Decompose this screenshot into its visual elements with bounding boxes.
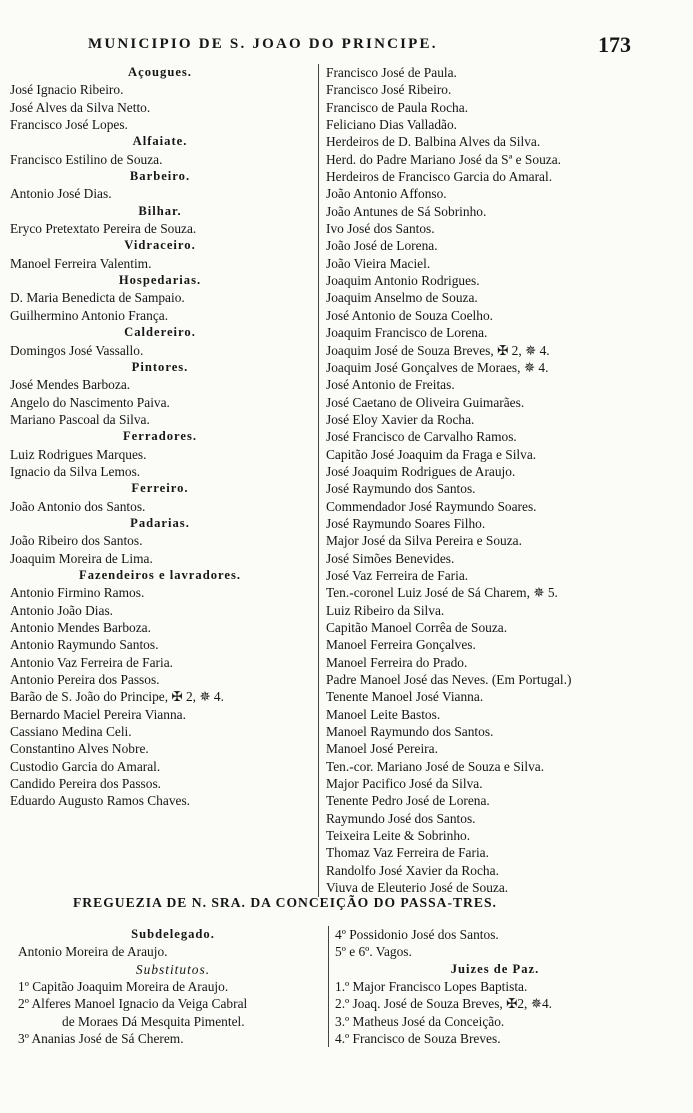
list-item: José Francisco de Carvalho Ramos. bbox=[326, 429, 517, 445]
list-item: Francisco José Lopes. bbox=[10, 117, 128, 133]
list-item: de Moraes Dá Mesquita Pimentel. bbox=[62, 1013, 245, 1029]
list-item: João Antunes de Sá Sobrinho. bbox=[326, 203, 487, 219]
list-item: Francisco Estilino de Souza. bbox=[10, 151, 163, 167]
section-heading: Hospedarias. bbox=[118, 273, 202, 288]
list-item: Capitão José Joaquim da Fraga e Silva. bbox=[326, 446, 537, 462]
list-item: Manoel Ferreira Gonçalves. bbox=[326, 637, 476, 653]
list-item: Ten.-cor. Mariano José de Souza e Silva. bbox=[326, 758, 545, 774]
page-number: 173 bbox=[598, 32, 631, 57]
section-heading: Barbeiro. bbox=[129, 169, 191, 184]
list-item: Guilhermino Antonio França. bbox=[10, 307, 169, 323]
list-item: Custodio Garcia do Amaral. bbox=[10, 758, 161, 774]
list-item: Major José da Silva Pereira e Souza. bbox=[326, 533, 522, 549]
list-item: Capitão Manoel Corrêa de Souza. bbox=[326, 620, 508, 635]
list-item: Bernardo Maciel Pereira Vianna. bbox=[10, 706, 186, 722]
page-title: MUNICIPIO DE S. JOAO DO PRINCIPE. bbox=[88, 36, 438, 52]
list-item: Ivo José dos Santos. bbox=[326, 221, 435, 237]
list-item: Teixeira Leite & Sobrinho. bbox=[326, 828, 471, 844]
section-heading: Ferradores. bbox=[122, 429, 198, 444]
section-heading: Juizes de Paz. bbox=[450, 961, 540, 976]
list-item: João Vieira Maciel. bbox=[326, 255, 431, 271]
parish-right-column bbox=[328, 926, 655, 1047]
list-item: José Antonio de Souza Coelho. bbox=[326, 307, 493, 323]
list-item: Joaquim José Gonçalves de Moraes, ✵ 4. bbox=[326, 359, 549, 375]
list-item: 3.º Matheus José da Conceição. bbox=[335, 1013, 505, 1029]
list-item: José Eloy Xavier da Rocha. bbox=[326, 411, 475, 427]
list-item: José Antonio de Freitas. bbox=[326, 377, 455, 393]
list-item: Antonio Raymundo Santos. bbox=[10, 637, 159, 653]
list-item: Manoel Ferreira do Prado. bbox=[326, 654, 468, 670]
section-heading: Açougues. bbox=[128, 65, 192, 79]
list-item: José Joaquim Rodrigues de Araujo. bbox=[326, 463, 516, 479]
section-heading: Alfaiate. bbox=[132, 134, 188, 149]
list-item: Francisco José Ribeiro. bbox=[326, 82, 452, 98]
list-item: 2.º Joaq. José de Souza Breves, ✠2, ✵4. bbox=[335, 996, 553, 1012]
list-item: Luiz Ribeiro da Silva. bbox=[326, 602, 445, 618]
list-item: Luiz Rodrigues Marques. bbox=[10, 446, 147, 462]
list-item: Eduardo Augusto Ramos Chaves. bbox=[10, 793, 191, 809]
list-item: Domingos José Vassallo. bbox=[10, 342, 144, 358]
list-item: Antonio Firmino Ramos. bbox=[10, 585, 145, 601]
list-item: José Alves da Silva Netto. bbox=[10, 99, 151, 115]
subsection-heading: Substitutos. bbox=[135, 961, 211, 977]
list-item: Manoel Leite Bastos. bbox=[326, 706, 441, 722]
list-item: José Mendes Barboza. bbox=[10, 377, 131, 393]
list-item: Antonio Mendes Barboza. bbox=[10, 620, 151, 635]
list-item: Feliciano Dias Valladão. bbox=[326, 117, 458, 133]
list-item: José Raymundo Soares Filho. bbox=[326, 515, 486, 531]
list-item: 2º Alferes Manoel Ignacio da Veiga Cabral bbox=[18, 996, 248, 1012]
section-heading: Caldereiro. bbox=[124, 325, 196, 340]
list-item: Padre Manoel José das Neves. (Em Portugal.) bbox=[326, 672, 572, 688]
parish-left-column bbox=[18, 926, 328, 1047]
list-item: D. Maria Benedicta de Sampaio. bbox=[10, 290, 185, 306]
list-item: Herdeiros de Francisco Garcia do Amaral. bbox=[326, 169, 553, 185]
list-item: Thomaz Vaz Ferreira de Faria. bbox=[326, 845, 489, 861]
section-heading: Pintores. bbox=[131, 359, 189, 374]
list-item: Randolfo José Xavier da Rocha. bbox=[326, 862, 499, 878]
list-item: Eryco Pretextato Pereira de Souza. bbox=[10, 221, 197, 237]
list-item: José Simões Benevides. bbox=[326, 550, 455, 566]
list-item: Ten.-coronel Luiz José de Sá Charem, ✵ 5. bbox=[326, 585, 558, 601]
list-item: José Vaz Ferreira de Faria. bbox=[326, 567, 469, 583]
list-item: Angelo do Nascimento Paiva. bbox=[10, 394, 170, 410]
list-item: José Raymundo dos Santos. bbox=[326, 481, 476, 497]
list-item: Antonio Moreira de Araujo. bbox=[18, 944, 168, 960]
list-item: Manoel José Pereira. bbox=[326, 741, 438, 757]
section-heading: Padarias. bbox=[130, 515, 190, 530]
list-item: Antonio José Dias. bbox=[10, 186, 112, 202]
list-item: Commendador José Raymundo Soares. bbox=[326, 498, 537, 514]
list-item: Joaquim Anselmo de Souza. bbox=[326, 290, 478, 306]
list-item: Constantino Alves Nobre. bbox=[10, 741, 149, 757]
list-item: João Ribeiro dos Santos. bbox=[10, 533, 143, 549]
section-heading: Vidraceiro. bbox=[124, 238, 196, 253]
list-item: 5º e 6º. Vagos. bbox=[335, 944, 412, 960]
page-header bbox=[0, 34, 693, 60]
list-item: Antonio João Dias. bbox=[10, 602, 114, 618]
list-item: Mariano Pascoal da Silva. bbox=[10, 411, 150, 427]
list-item: Joaquim José de Souza Breves, ✠ 2, ✵ 4. bbox=[326, 342, 550, 358]
list-item: Raymundo José dos Santos. bbox=[326, 810, 476, 826]
list-item: Francisco de Paula Rocha. bbox=[326, 99, 469, 115]
list-item: Joaquim Moreira de Lima. bbox=[10, 550, 153, 566]
list-item: Viuva de Eleuterio José de Souza. bbox=[326, 880, 509, 896]
list-item: Antonio Pereira dos Passos. bbox=[10, 672, 160, 688]
section-heading: Bilhar. bbox=[138, 203, 182, 218]
list-item: Manoel Raymundo dos Santos. bbox=[326, 724, 494, 740]
list-item: João José de Lorena. bbox=[326, 238, 438, 254]
list-item: 1º Capitão Joaquim Moreira de Araujo. bbox=[18, 979, 229, 995]
left-column bbox=[10, 64, 310, 810]
list-item: Cassiano Medina Celi. bbox=[10, 724, 132, 740]
section-heading: Ferreiro. bbox=[131, 481, 189, 496]
section-heading: Subdelegado. bbox=[131, 927, 215, 941]
list-item: Joaquim Antonio Rodrigues. bbox=[326, 273, 480, 289]
list-item: Antonio Vaz Ferreira de Faria. bbox=[10, 654, 173, 670]
list-item: Tenente Manoel José Vianna. bbox=[326, 689, 484, 705]
parish-title: FREGUEZIA DE N. SRA. DA CONCEIÇÃO DO PASSA-TRES. bbox=[73, 895, 497, 910]
list-item: Herdeiros de D. Balbina Alves da Silva. bbox=[326, 134, 541, 150]
list-item: Candido Pereira dos Passos. bbox=[10, 776, 162, 792]
list-item: 1.º Major Francisco Lopes Baptista. bbox=[335, 979, 528, 995]
right-column bbox=[318, 64, 648, 897]
list-item: José Caetano de Oliveira Guimarães. bbox=[326, 394, 525, 410]
list-item: Manoel Ferreira Valentim. bbox=[10, 255, 152, 271]
list-item: 4º Possidonio José dos Santos. bbox=[335, 927, 499, 942]
list-item: Major Pacifico José da Silva. bbox=[326, 776, 483, 792]
list-item: João Antonio dos Santos. bbox=[10, 498, 146, 514]
section-heading: Fazendeiros e lavradores. bbox=[79, 567, 241, 582]
list-item: 4.º Francisco de Souza Breves. bbox=[335, 1031, 501, 1047]
list-item: Joaquim Francisco de Lorena. bbox=[326, 325, 488, 341]
list-item: José Ignacio Ribeiro. bbox=[10, 82, 124, 98]
list-item: João Antonio Affonso. bbox=[326, 186, 447, 202]
list-item: 3º Ananias José de Sá Cherem. bbox=[18, 1031, 184, 1047]
list-item: Herd. do Padre Mariano José da Sª e Souza. bbox=[326, 151, 561, 167]
list-item: Francisco José de Paula. bbox=[326, 65, 457, 80]
list-item: Tenente Pedro José de Lorena. bbox=[326, 793, 490, 809]
list-item: Barão de S. João do Principe, ✠ 2, ✵ 4. bbox=[10, 689, 224, 705]
list-item: Ignacio da Silva Lemos. bbox=[10, 463, 141, 479]
